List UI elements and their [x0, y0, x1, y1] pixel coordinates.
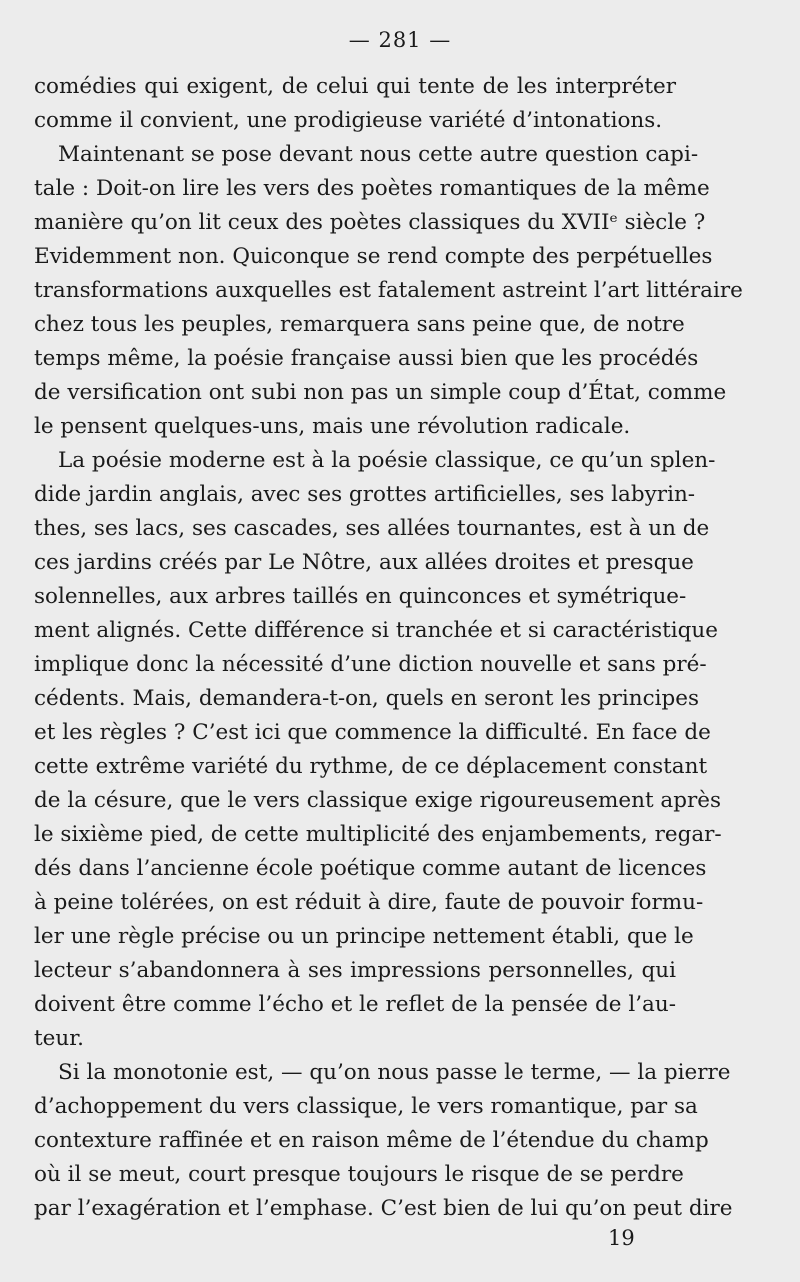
text-line: ler une règle précise ou un principe nettement établi, que le: [34, 924, 694, 949]
text-line: lecteur s’abandonnera à ses impressions personnelles, qui: [34, 958, 676, 983]
paragraph: [34, 444, 722, 1056]
text-line: le sixième pied, de cette multiplicité des enjambements, regar-: [34, 822, 722, 847]
paragraph: [34, 1056, 733, 1226]
text-line: dés dans l’ancienne école poétique comme autant de licences: [34, 856, 707, 881]
text-line: de la césure, que le vers classique exige rigoureusement après: [34, 788, 722, 813]
text-line: par l’exagération et l’emphase. C’est bien de lui qu’on peut dire: [34, 1196, 733, 1221]
text-line: Si la monotonie est, — qu’on nous passe le terme, — la pierre: [58, 1060, 731, 1085]
text-line: de versification ont subi non pas un simple coup d’État, comme: [34, 380, 727, 405]
text-line: comme il convient, une prodigieuse variété d’intonations.: [34, 108, 663, 133]
text-line: contexture raffinée et en raison même de l’étendue du champ: [34, 1128, 709, 1153]
text-line: implique donc la nécessité d’une diction nouvelle et sans pré-: [34, 652, 707, 677]
text-line: où il se meut, court presque toujours le risque de se perdre: [34, 1162, 684, 1187]
text-line: d’achoppement du vers classique, le vers romantique, par sa: [34, 1094, 698, 1119]
text-line: transformations auxquelles est fatalement astreint l’art littéraire: [34, 278, 743, 303]
text-line: cette extrême variété du rythme, de ce déplacement constant: [34, 754, 708, 779]
text-line: à peine tolérées, on est réduit à dire, faute de pouvoir formu-: [34, 890, 704, 915]
text-line: La poésie moderne est à la poésie classique, ce qu’un splen-: [58, 448, 716, 473]
text-line: le pensent quelques-uns, mais une révolution radicale.: [34, 414, 631, 439]
text-line: ces jardins créés par Le Nôtre, aux allées droites et presque: [34, 550, 694, 575]
text-line: manière qu’on lit ceux des poètes classiques du XVIIᵉ siècle ?: [34, 210, 706, 235]
text-line: ment alignés. Cette différence si tranchée et si caractéristique: [34, 618, 718, 643]
text-line: Maintenant se pose devant nous cette autre question capi-: [58, 142, 699, 167]
text-line: thes, ses lacs, ses cascades, ses allées tournantes, est à un de: [34, 516, 710, 541]
paragraph: [34, 138, 743, 444]
text-line: chez tous les peuples, remarquera sans peine que, de notre: [34, 312, 685, 337]
signature-mark: 19: [608, 1226, 635, 1250]
paragraph: [34, 70, 676, 138]
text-line: doivent être comme l’écho et le reflet de la pensée de l’au-: [34, 992, 676, 1017]
page-number: — 281 —: [348, 28, 452, 52]
text-line: temps même, la poésie française aussi bien que les procédés: [34, 346, 699, 371]
paragraphs: [34, 70, 743, 1226]
body-text: [34, 70, 743, 1226]
text-line: comédies qui exigent, de celui qui tente de les interpréter: [34, 74, 676, 99]
text-line: dide jardin anglais, avec ses grottes artificielles, ses labyrin-: [34, 482, 696, 507]
text-line: cédents. Mais, demandera-t-on, quels en seront les principes: [34, 686, 700, 711]
text-line: teur.: [34, 1026, 84, 1051]
text-line: tale : Doit-on lire les vers des poètes romantiques de la même: [34, 176, 710, 201]
text-line: et les règles ? C’est ici que commence la difficulté. En face de: [34, 720, 711, 745]
text-line: solennelles, aux arbres taillés en quinconces et symétrique-: [34, 584, 687, 609]
text-line: Evidemment non. Quiconque se rend compte des perpétuelles: [34, 244, 713, 269]
